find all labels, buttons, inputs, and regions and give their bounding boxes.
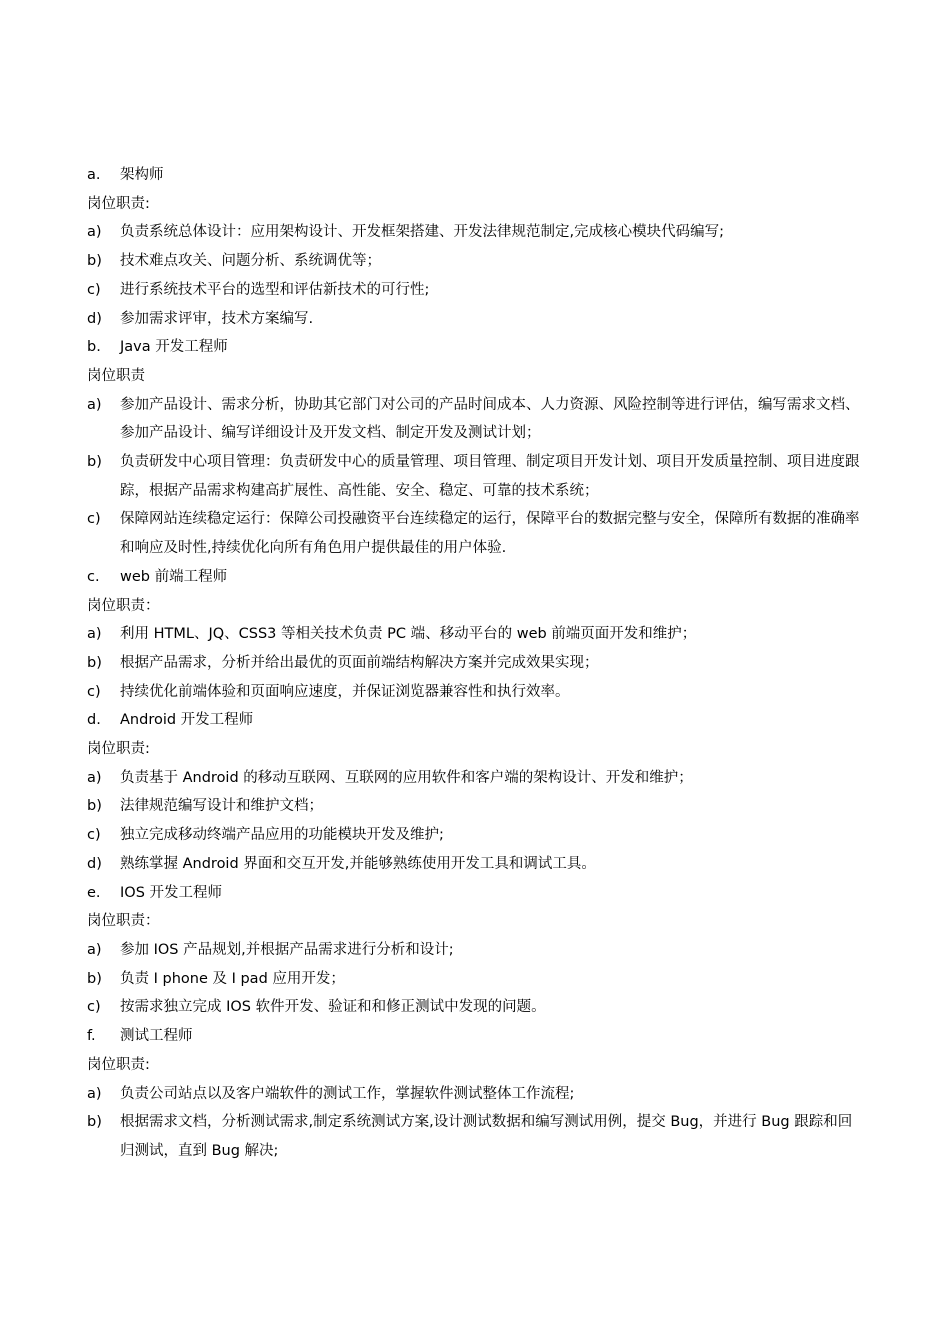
duty-item <box>87 850 862 879</box>
duty-label: 岗位职责: <box>87 1056 150 1073</box>
duty-item <box>87 448 862 505</box>
item-marker: a) <box>87 224 102 241</box>
duty-label: 岗位职责: <box>87 195 150 212</box>
item-text: 法律规范编写设计和维护文档； <box>120 798 323 815</box>
item-text: 保障网站连续稳定运行：保障公司投融资平台连续稳定的运行，保障平台的数据完整与安全，保障所有数据的准确率和响应及时性,持续优化向所有角色用户提供最佳的用户体验. <box>120 511 860 557</box>
duty-label: 岗位职责 <box>87 367 145 384</box>
job-section <box>87 161 862 333</box>
duty-item <box>87 649 862 678</box>
job-title <box>87 879 862 908</box>
section-marker: b. <box>87 339 101 356</box>
duty-item <box>87 505 862 562</box>
item-text: 负责基于 Android 的移动互联网、互联网的应用软件和客户端的架构设计、开发和维护； <box>120 769 693 786</box>
duty-label: 岗位职责： <box>87 597 160 614</box>
item-text: 独立完成移动终端产品应用的功能模块开发及维护; <box>120 827 444 844</box>
job-title <box>87 1022 862 1051</box>
duty-item <box>87 247 862 276</box>
duty-item <box>87 1108 862 1165</box>
job-section <box>87 333 862 563</box>
duty-item <box>87 218 862 247</box>
section-marker: f. <box>87 1028 96 1045</box>
item-marker: c) <box>87 827 101 844</box>
job-section <box>87 879 862 1023</box>
section-marker: d. <box>87 712 101 729</box>
section-marker: a. <box>87 167 101 183</box>
item-text: 按需求独立完成 IOS 软件开发、验证和和修正测试中发现的问题。 <box>120 999 546 1016</box>
duty-item <box>87 993 862 1022</box>
item-text: 负责公司站点以及客户端软件的测试工作，掌握软件测试整体工作流程; <box>120 1085 575 1102</box>
item-marker: a) <box>87 769 102 786</box>
item-marker: b) <box>87 798 102 815</box>
item-text: 参加产品设计、需求分析，协助其它部门对公司的产品时间成本、人力资源、风险控制等进行评估，编写需求文档、参加产品设计、编写详细设计及开发文档、制定开发及测试计划； <box>120 396 860 442</box>
duty-item <box>87 678 862 707</box>
job-title <box>87 161 862 190</box>
job-title-text: 架构师 <box>120 167 164 183</box>
item-marker: d) <box>87 855 102 872</box>
item-text: 持续优化前端体验和页面响应速度，并保证浏览器兼容性和执行效率。 <box>120 683 570 700</box>
item-marker: a) <box>87 396 102 413</box>
duty-item <box>87 276 862 305</box>
item-marker: a) <box>87 626 102 643</box>
duty-item <box>87 965 862 994</box>
section-marker: e. <box>87 884 101 901</box>
job-title-text: IOS 开发工程师 <box>120 884 223 901</box>
duty-label: 岗位职责： <box>87 913 160 930</box>
duty-item <box>87 391 862 448</box>
duty-item <box>87 821 862 850</box>
item-marker: b) <box>87 1114 102 1131</box>
item-text: 根据产品需求，分析并给出最优的页面前端结构解决方案并完成效果实现； <box>120 654 599 671</box>
item-marker: c) <box>87 511 101 528</box>
duty-item <box>87 1080 862 1109</box>
item-text: 负责系统总体设计：应用架构设计、开发框架搭建、开发法律规范制定,完成核心模块代码编写; <box>120 224 724 241</box>
item-text: 熟练掌握 Android 界面和交互开发,并能够熟练使用开发工具和调试工具。 <box>120 855 596 872</box>
item-text: 根据需求文档，分析测试需求,制定系统测试方案,设计测试数据和编写测试用例，提交 Bug，并进行 Bug 跟踪和回归测试，直到 Bug 解决; <box>120 1114 853 1159</box>
item-marker: b) <box>87 970 102 987</box>
item-marker: c) <box>87 683 101 700</box>
job-title-text: Java 开发工程师 <box>120 339 228 356</box>
duty-item <box>87 620 862 649</box>
item-marker: c) <box>87 281 101 298</box>
job-title <box>87 563 862 592</box>
item-marker: d) <box>87 310 102 327</box>
item-text: 利用 HTML、JQ、CSS3 等相关技术负责 PC 端、移动平台的 web 前端页面开发和维护； <box>120 626 697 643</box>
job-section <box>87 706 862 878</box>
item-text: 参加 IOS 产品规划,并根据产品需求进行分析和设计; <box>120 941 454 958</box>
duty-item <box>87 792 862 821</box>
job-title-text: web 前端工程师 <box>120 568 228 585</box>
item-marker: a) <box>87 941 102 958</box>
duty-item <box>87 305 862 334</box>
duty-label: 岗位职责: <box>87 741 150 758</box>
duty-item <box>87 764 862 793</box>
item-text: 负责研发中心项目管理：负责研发中心的质量管理、项目管理、制定项目开发计划、项目开发质量控制、项目进度跟踪，根据产品需求构建高扩展性、高性能、安全、稳定、可靠的技术系统； <box>120 454 860 499</box>
job-title <box>87 706 862 735</box>
job-section <box>87 1022 862 1166</box>
item-marker: c) <box>87 999 101 1016</box>
item-marker: b) <box>87 454 102 471</box>
job-title-text: Android 开发工程师 <box>120 712 254 729</box>
document-content <box>87 161 862 1166</box>
job-title-text: 测试工程师 <box>120 1028 193 1045</box>
duty-item <box>87 936 862 965</box>
item-text: 负责 I phone 及 I pad 应用开发； <box>120 970 345 987</box>
item-marker: a) <box>87 1085 102 1102</box>
item-text: 进行系统技术平台的选型和评估新技术的可行性; <box>120 281 430 298</box>
item-marker: b) <box>87 253 102 270</box>
job-title <box>87 333 862 362</box>
item-text: 参加需求评审，技术方案编写. <box>120 310 314 327</box>
item-marker: b) <box>87 654 102 671</box>
item-text: 技术难点攻关、问题分析、系统调优等； <box>120 253 381 270</box>
section-marker: c. <box>87 568 100 585</box>
job-section <box>87 563 862 707</box>
